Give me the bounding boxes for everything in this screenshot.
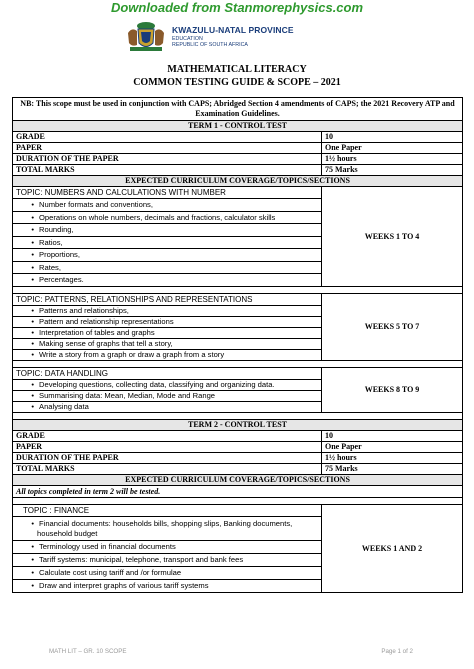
bullet-icon: •	[31, 262, 34, 272]
document-title	[0, 63, 474, 89]
term2-duration-label: DURATION OF THE PAPER	[13, 453, 322, 464]
term1-heading-row	[13, 121, 463, 132]
bullet-icon: •	[31, 391, 34, 401]
topic-item-text: Patterns and relationships,	[39, 306, 129, 316]
term2-marks-value: 75 Marks	[322, 464, 463, 475]
province-name: KWAZULU-NATAL PROVINCE	[172, 25, 294, 35]
term1-duration-label: DURATION OF THE PAPER	[13, 154, 322, 165]
term1-grade-value: 10	[322, 132, 463, 143]
topic-data-title: TOPIC: DATA HANDLING	[13, 368, 322, 380]
term1-paper-label: PAPER	[13, 143, 322, 154]
term2-coverage-row	[13, 475, 463, 486]
term2-paper-value: One Paper	[322, 442, 463, 453]
department-name: EDUCATION	[172, 35, 203, 42]
topic-patterns-title: TOPIC: PATTERNS, RELATIONSHIPS AND REPRESENTATIONS	[13, 294, 322, 306]
coat-of-arms-icon	[124, 19, 168, 53]
term2-grade-label: GRADE	[13, 431, 322, 442]
topic-item-text: Tariff systems: municipal, telephone, transport and bank fees	[39, 555, 244, 565]
topic-item-text: Interpretation of tables and graphs	[39, 328, 155, 338]
topic-numbers-title-row	[13, 187, 463, 199]
bullet-icon: •	[31, 317, 34, 327]
term1-grade-label: GRADE	[13, 132, 322, 143]
term1-duration-row	[13, 154, 463, 165]
topic-numbers-title: TOPIC: NUMBERS AND CALCULATIONS WITH NUMBER	[13, 187, 322, 199]
bullet-icon: •	[31, 350, 34, 360]
topic-item-text: Making sense of graphs that tell a story,	[39, 339, 173, 349]
section-spacer	[13, 498, 463, 505]
section-spacer	[13, 361, 463, 368]
topic-numbers-weeks: WEEKS 1 TO 4	[322, 187, 463, 287]
page-footer	[0, 648, 474, 660]
bullet-icon: •	[31, 225, 34, 235]
bullet-icon: •	[31, 519, 34, 529]
topic-item-text: Calculate cost using tariff and /or formulae	[39, 568, 182, 578]
topic-item-text: Developing questions, collecting data, classifying and organizing data.	[39, 380, 275, 390]
topic-finance-weeks: WEEKS 1 AND 2	[322, 505, 463, 593]
bullet-icon: •	[31, 250, 34, 260]
footer-doc-name: MATH LIT – GR. 10 SCOPE	[49, 648, 127, 655]
term1-duration-value: 1½ hours	[322, 154, 463, 165]
bullet-icon: •	[31, 237, 34, 247]
topic-item-text: Financial documents: households bills, shopping slips, Banking documents, household budget	[37, 519, 293, 538]
term1-paper-value: One Paper	[322, 143, 463, 154]
term1-heading: TERM 1 - CONTROL TEST	[13, 121, 463, 132]
topic-finance-title: TOPIC : FINANCE	[13, 505, 322, 517]
term2-grade-row	[13, 431, 463, 442]
bullet-icon: •	[31, 380, 34, 390]
topic-item-text: Number formats and conventions,	[39, 200, 153, 210]
term1-coverage-heading: EXPECTED CURRICULUM COVERAGE/TOPICS/SECTIONS	[13, 176, 463, 187]
term2-heading-row	[13, 420, 463, 431]
topic-data-title-row	[13, 368, 463, 380]
note-row	[13, 98, 463, 121]
title-line-2: COMMON TESTING GUIDE & SCOPE – 2021	[133, 77, 341, 88]
topic-item-text: Terminology used in financial documents	[39, 542, 176, 552]
term2-duration-value: 1½ hours	[322, 453, 463, 464]
topic-patterns-weeks: WEEKS 5 TO 7	[322, 294, 463, 361]
term1-marks-value: 75 Marks	[322, 165, 463, 176]
topic-item-text: Proportions,	[39, 250, 80, 260]
term1-coverage-row	[13, 176, 463, 187]
term2-grade-value: 10	[322, 431, 463, 442]
term2-marks-label: TOTAL MARKS	[13, 464, 322, 475]
republic-name: REPUBLIC OF SOUTH AFRICA	[172, 41, 248, 48]
term2-paper-row	[13, 442, 463, 453]
term1-paper-row	[13, 143, 463, 154]
topic-patterns-title-row	[13, 294, 463, 306]
term2-heading: TERM 2 - CONTROL TEST	[13, 420, 463, 431]
bullet-icon: •	[31, 568, 34, 578]
topic-item-text: Percentages.	[39, 275, 84, 285]
term1-marks-label: TOTAL MARKS	[13, 165, 322, 176]
section-spacer	[13, 413, 463, 420]
term2-note-row	[13, 486, 463, 498]
download-watermark: Downloaded from Stanmorephysics.com	[110, 0, 364, 15]
topic-finance-title-row	[13, 505, 463, 517]
bullet-icon: •	[31, 402, 34, 412]
topic-data-weeks: WEEKS 8 TO 9	[322, 368, 463, 413]
term2-paper-label: PAPER	[13, 442, 322, 453]
term1-marks-row	[13, 165, 463, 176]
bullet-icon: •	[31, 328, 34, 338]
bullet-icon: •	[31, 306, 34, 316]
bullet-icon: •	[31, 555, 34, 565]
bullet-icon: •	[31, 581, 34, 591]
footer-page-number: Page 1 of 2	[381, 648, 413, 655]
bullet-icon: •	[31, 542, 34, 552]
topic-item-text: Write a story from a graph or draw a graph from a story	[39, 350, 225, 360]
topic-item-text: Rounding,	[39, 225, 74, 235]
bullet-icon: •	[31, 212, 34, 222]
topic-item-text: Draw and interpret graphs of various tariff systems	[39, 581, 209, 591]
term2-marks-row	[13, 464, 463, 475]
term2-duration-row	[13, 453, 463, 464]
term2-coverage-heading: EXPECTED CURRICULUM COVERAGE/TOPICS/SECTIONS	[13, 475, 463, 486]
term1-grade-row	[13, 132, 463, 143]
department-logo	[124, 19, 364, 53]
bullet-icon: •	[31, 275, 34, 285]
term2-note: All topics completed in term 2 will be tested.	[13, 486, 463, 498]
topic-item-text: Summarising data: Mean, Median, Mode and Range	[39, 391, 216, 401]
bullet-icon: •	[31, 339, 34, 349]
topic-item-text: Pattern and relationship representations	[39, 317, 174, 327]
topic-item-text: Analysing data	[39, 402, 89, 412]
title-line-1: MATHEMATICAL LITERACY	[167, 64, 307, 75]
topic-item-text: Operations on whole numbers, decimals and fractions, calculator skills	[39, 212, 276, 222]
scope-table	[12, 97, 463, 593]
section-spacer	[13, 287, 463, 294]
topic-item-text: Rates,	[39, 262, 61, 272]
caps-note: NB: This scope must be used in conjunction with CAPS; Abridged Section 4 amendments of CAPS; the 2021 Recovery ATP and Examination Guidelines.	[13, 98, 463, 121]
topic-item-text: Ratios,	[39, 237, 63, 247]
bullet-icon: •	[31, 200, 34, 210]
